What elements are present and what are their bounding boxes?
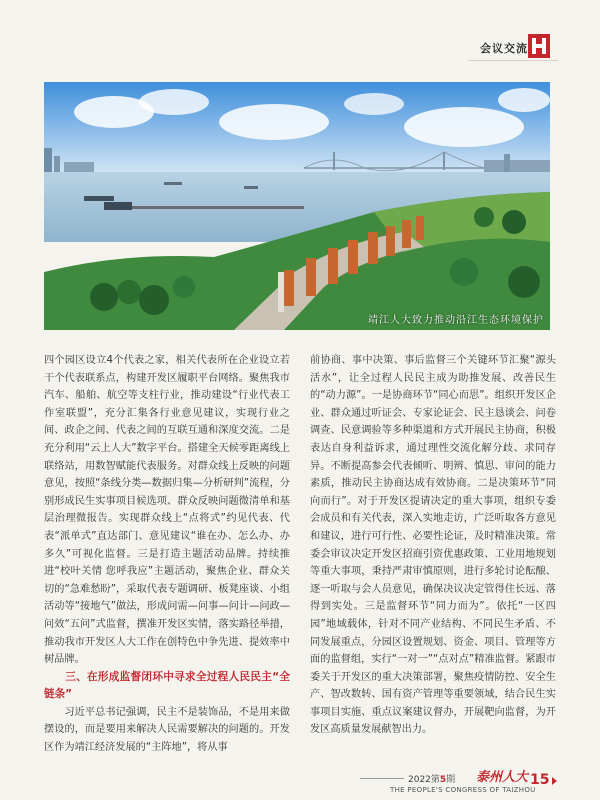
magazine-logo: 泰州人大: [476, 770, 529, 785]
photo-caption: 靖江人大致力推动沿江生态环境保护: [368, 315, 544, 326]
header-divider: [468, 60, 558, 61]
page-number: 15: [530, 772, 550, 788]
left-column: [44, 352, 290, 757]
right-column: [310, 352, 556, 739]
section-logo-icon: [528, 34, 550, 58]
magazine-english-name: THE PEOPLE'S CONGRESS OF TAIZHOU: [390, 786, 536, 794]
paragraph: 习近平总书记强调，民主不是装饰品，不是用来做摆设的，而是要用来解决人民需要解决的问题的。开发区作为靖江经济发展的“主阵地”，将从事: [44, 706, 290, 754]
riverside-photo: [44, 82, 550, 330]
section-heading: 三、在形成监督闭环中寻求全过程人民民主“全链条”: [44, 670, 290, 701]
paragraph: 四个园区设立4个代表之家，相关代表所在企业设立若干个代表联系点，构建开发区履职平台网络。聚焦我市汽车、船舶、航空等支柱行业，推动建设“行业代表工作室联盟”，充分汇集各行业意见建议，实现行业之间、政企之间、代表之间的互联互通和深度交流。二是充分利用“云上人大”数字平台。搭建全天候零距离线上联络站，用数智赋能代表服务。对群众线上反映的问题意见，按照“条线分类—数据归集—分析研判”流程，分别形成民生实事项目候选项、群众反映问题微清单和基层治理微报告。实现群众线上“点将式”约见代表、代表“派单式”直达部门、意见建议“谁在办、怎么办、办多久”可视化监督。三是打造主题活动品牌。持续推进“校叶关情 您呼我应”主题活动，聚焦企业、群众关切的“急难愁盼”，采取代表专题调研、板凳座谈、小组活动等“接地气”做法，形成问需—问事—问计—问政—问效“五问”式监督，撰准开发区实情，落实路径举措，推动我市开发区人大工作在创特色中争先进、提效率中树品牌。: [44, 355, 290, 666]
riverside-illustration: [44, 82, 550, 330]
footer-divider: [360, 778, 404, 779]
issue-number: 2022第5期: [408, 775, 456, 785]
paragraph: 前协商、事中决策、事后监督三个关键环节汇聚“源头活水”，让全过程人民民主成为助推发展、改善民生的“动力源”。一是协商环节“同心而思”。组织开发区企业、群众通过听证会、专家论证会、民主恳谈会、问卷调查、民意调验等多种渠道和方式开展民主协商，积极表达自身利益诉求，通过理性交流化解分歧、求同存异。不断提高参会代表倾听、明辨、慎思、审问的能力素质，推动民主协商达成有效协商。二是决策环节“同向而行”。对于开发区提请决定的重大事项，组织专委会成员和有关代表，深入实地走访，广泛听取各方意见和建议，进行可行性、必要性论证，及时精准决策。常委会审议决定开发区招商引资优惠政策、工业用地规划等重大事项，秉持严肃审慎原则，进行多轮讨论酝酿、逐一听取与会人员意见，确保决议决定管得住长远、落得到实处。三是监督环节“同力而为”。依托“一区四园”地域载体，针对不同产业结构、不同民生矛盾、不同发展重点，分园区设置规划、资金、项目、管理等方面的监督组，实行“一对一”“点对点”精准监督。紧跟市委关于开发区的重大决策部署，聚焦疫情防控、安全生产、智改数转、国有资产管理等重要领域，结合民生实事项目实施、重点议案建议督办，开展靶向监督，为开发区高质量发展献智出力。: [310, 355, 556, 736]
section-label: 会议交流: [480, 42, 528, 55]
